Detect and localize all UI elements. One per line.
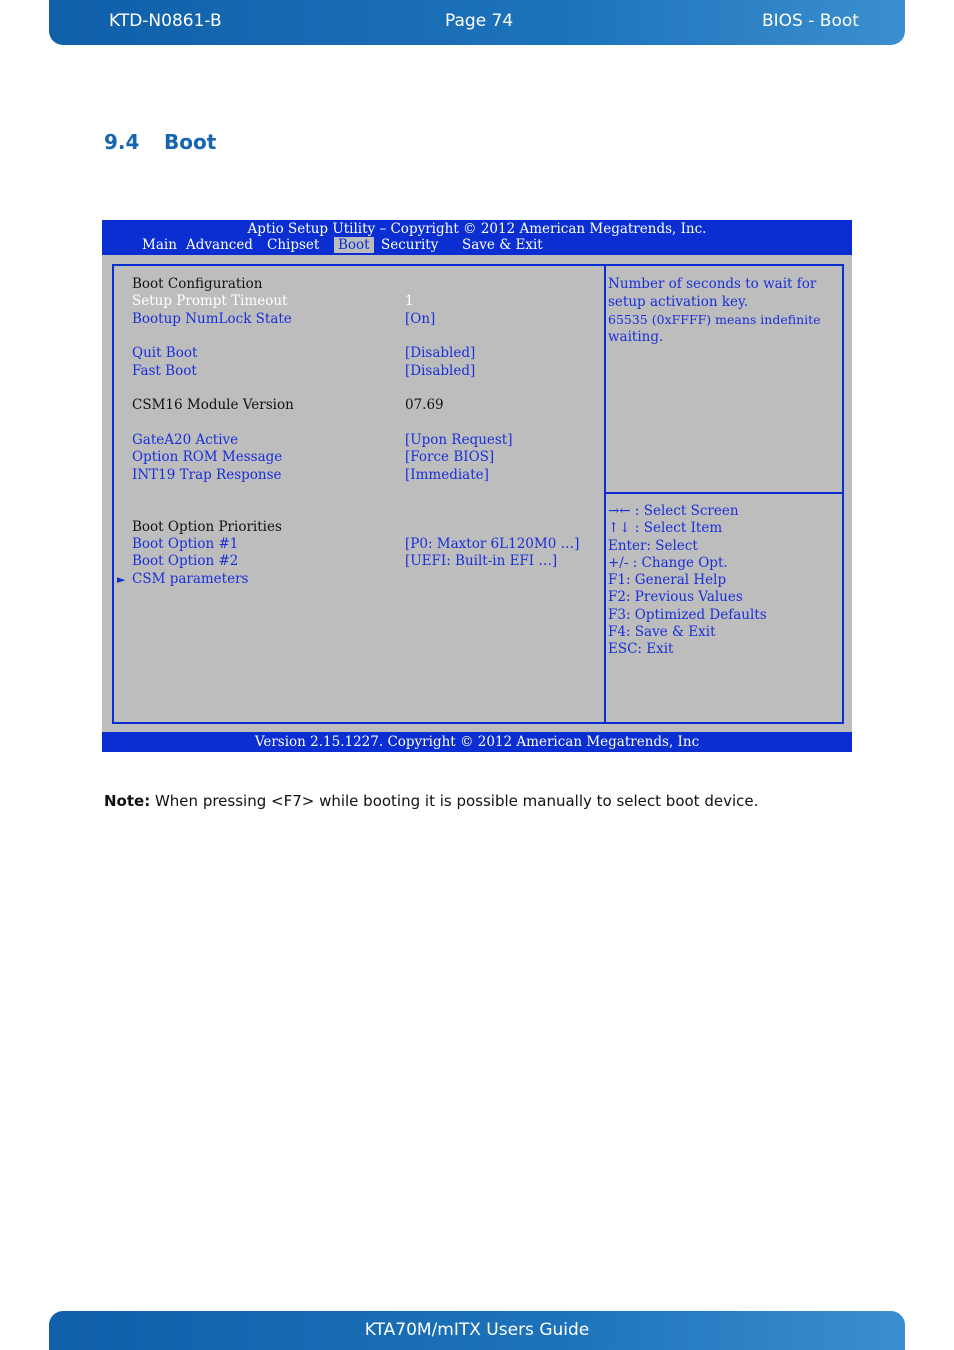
value-quit-boot[interactable]: [Disabled] <box>405 345 476 361</box>
setting-int19-trap-response[interactable]: INT19 Trap Response <box>132 467 282 483</box>
key-escape-exit: ESC: Exit <box>608 641 674 658</box>
note-label: Note: <box>104 792 151 810</box>
setting-boot-option-1[interactable]: Boot Option #1 <box>132 536 239 552</box>
value-fast-boot[interactable]: [Disabled] <box>405 363 476 379</box>
submenu-csm-parameters[interactable]: CSM parameters <box>132 571 249 587</box>
note-paragraph <box>104 792 758 810</box>
value-boot-option-2[interactable]: [UEFI: Built-in EFI …] <box>405 553 558 569</box>
panel-divider-horizontal <box>606 492 842 494</box>
help-text <box>608 276 821 346</box>
heading-boot-configuration: Boot Configuration <box>132 276 263 292</box>
setting-option-rom-message[interactable]: Option ROM Message <box>132 449 283 465</box>
help-line: Number of seconds to wait for <box>608 276 817 292</box>
bios-panel <box>112 264 844 724</box>
page-header <box>49 0 905 45</box>
value-boot-option-1[interactable]: [P0: Maxtor 6L120M0 …] <box>405 536 580 552</box>
value-bootup-numlock-state[interactable]: [On] <box>405 311 436 327</box>
key-legend <box>608 503 767 659</box>
setting-fast-boot[interactable]: Fast Boot <box>132 363 197 379</box>
tab-security[interactable]: Security <box>381 237 439 253</box>
tab-advanced[interactable]: Advanced <box>186 237 253 253</box>
section-heading <box>104 130 216 154</box>
bios-tab-bar <box>102 237 852 254</box>
help-line: waiting. <box>608 328 664 345</box>
key-select-screen: →← : Select Screen <box>608 503 739 519</box>
page-number: Page 74 <box>445 11 514 31</box>
key-save-exit: F4: Save & Exit <box>608 624 716 641</box>
key-select-item: ↑↓ : Select Item <box>608 520 723 537</box>
setting-boot-option-2[interactable]: Boot Option #2 <box>132 553 239 569</box>
tab-main[interactable]: Main <box>142 237 177 253</box>
section-number: 9.4 <box>104 130 140 154</box>
submenu-arrow-icon: ► <box>117 573 126 586</box>
tab-chipset[interactable]: Chipset <box>267 237 320 253</box>
value-setup-prompt-timeout[interactable]: 1 <box>405 293 414 309</box>
tab-boot[interactable]: Boot <box>334 237 374 253</box>
footer-title: KTA70M/mITX Users Guide <box>364 1320 590 1340</box>
bios-header <box>102 220 852 255</box>
section-title: Boot <box>164 130 217 154</box>
panel-divider-vertical <box>604 266 606 722</box>
help-line: setup activation key. <box>608 293 749 310</box>
document-id: KTD-N0861-B <box>109 11 222 31</box>
value-option-rom-message[interactable]: [Force BIOS] <box>405 449 495 465</box>
help-line: 65535 (0xFFFF) means indefinite <box>608 312 821 327</box>
bios-screen <box>102 220 852 752</box>
info-csm16-module-version: CSM16 Module Version <box>132 397 294 413</box>
setting-setup-prompt-timeout[interactable]: Setup Prompt Timeout <box>132 293 288 309</box>
bios-footer: Version 2.15.1227. Copyright © 2012 American Megatrends, Inc <box>102 732 852 752</box>
setting-bootup-numlock-state[interactable]: Bootup NumLock State <box>132 311 292 327</box>
section-label: BIOS - Boot <box>762 11 859 31</box>
key-optimized-defaults: F3: Optimized Defaults <box>608 606 767 623</box>
bios-title: Aptio Setup Utility – Copyright © 2012 American Megatrends, Inc. <box>247 221 707 237</box>
tab-save-exit[interactable]: Save & Exit <box>462 237 543 253</box>
page-footer <box>49 1311 905 1350</box>
key-general-help: F1: General Help <box>608 572 727 589</box>
key-enter-select: Enter: Select <box>608 537 698 554</box>
key-previous-values: F2: Previous Values <box>608 589 743 606</box>
value-gatea20-active[interactable]: [Upon Request] <box>405 432 513 448</box>
value-int19-trap-response[interactable]: [Immediate] <box>405 467 489 483</box>
setting-quit-boot[interactable]: Quit Boot <box>132 345 198 361</box>
value-csm16-module-version: 07.69 <box>405 397 444 413</box>
key-change-option: +/- : Change Opt. <box>608 554 728 571</box>
note-text: When pressing <F7> while booting it is possible manually to select boot device. <box>150 792 759 810</box>
setting-gatea20-active[interactable]: GateA20 Active <box>132 432 239 448</box>
heading-boot-option-priorities: Boot Option Priorities <box>132 519 282 535</box>
